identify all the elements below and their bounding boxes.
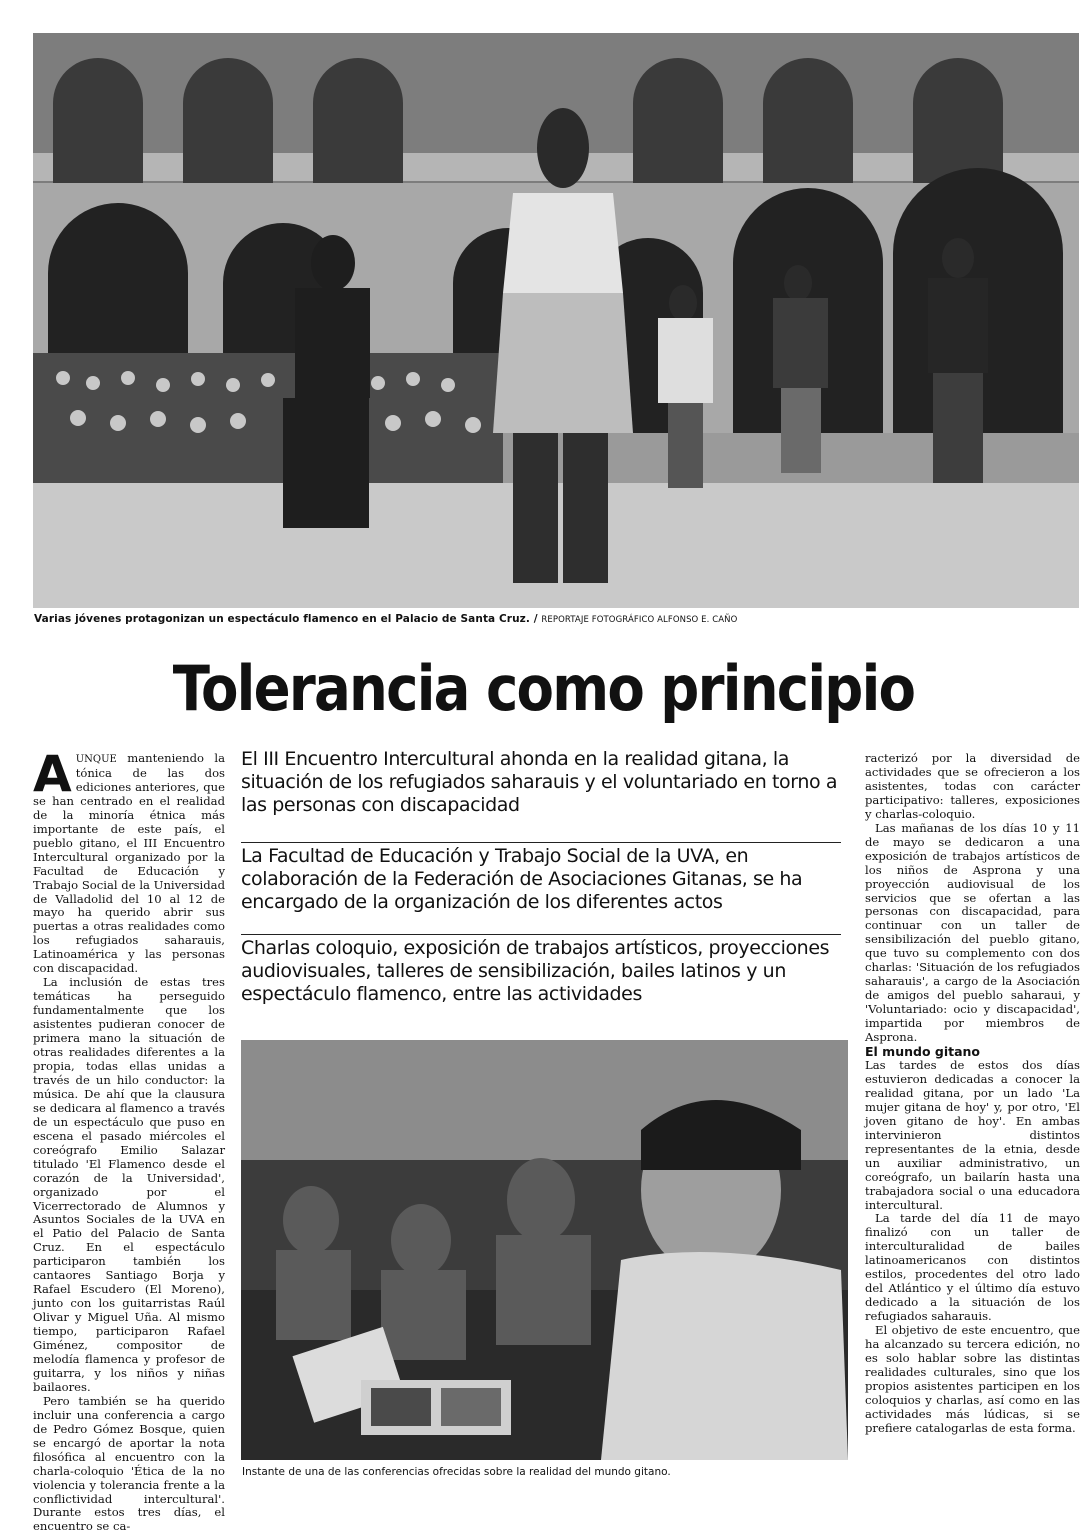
deck-3: Charlas coloquio, exposición de trabajos artísticos, proyecciones audiovisuales, talleres de sensibilización, bailes latinos y un espectáculo flamenco, entre las actividades	[241, 934, 841, 1006]
body-left-paragraph-2: La inclusión de estas tres temáticas ha perseguido fundamentalmente que los asistentes pudieran conocer de primera mano la situación de otras realidades diferentes a la propia, todas ellas unidas a través de un hilo conductor: la música. De ahí que la clausura se dedicara al flamenco a través de un espectáculo que puso en escena el pasado miércoles el coreógrafo Emilio Salazar titulado 'El Flamenco desde el corazón de la Universidad', organizado por el Vicerrectorado de Alumnos y Asuntos Sociales de la UVA en el Patio del Palacio de Santa Cruz. En el espectáculo participaron también los cantaores Santiago Borja y Rafael Escudero (El Moreno), junto con los guitarristas Raúl Olivar y Miguel Uña. Al mismo tiempo, participaron Rafael Giménez, compositor de melodía flamenca y profesor de guitarra, y los niños y niñas bailaores.	[33, 975, 225, 1394]
body-right-paragraph-3: Las tardes de estos dos días estuvieron dedicadas a conocer la realidad gitana, por un lado 'La mujer gitana de hoy' y, por otro, 'El joven gitano de hoy'. En ambas intervinieron distintos representantes de la etnia, desde un auxiliar administrativo, un coreógrafo, un bailarín hasta una trabajadora social o una educadora intercultural.	[865, 1057, 1080, 1212]
body-right-paragraph-1: racterizó por la diversidad de actividades que se ofrecieron a los asistentes, todas con carácter participativo: talleres, exposiciones y charlas-coloquio.	[865, 751, 1080, 821]
body-column-right	[865, 752, 1080, 1436]
body-left-paragraph-3: Pero también se ha querido incluir una conferencia a cargo de Pedro Gómez Bosque, quien se encargó de aportar la nota filosófica al encuentro con la charla-coloquio 'Ética de la no violencia y tolerancia frente a la conflictividad intercultural'. Durante estos tres días, el encuentro se ca-	[33, 1393, 225, 1534]
photo-top-credit: REPORTAJE FOTOGRÁFICO ALFONSO E. CAÑO	[541, 615, 738, 625]
dropcap: A	[33, 745, 72, 803]
body-left-paragraph-1: manteniendo la tónica de las dos ediciones anteriores, que se han centrado en el realidad de la minoría étnica más importante de este país, el pueblo gitano, el III Encuentro Intercultural organizado por la Facultad de Educación y Trabajo Social de la Universidad de Valladolid del 10 al 12 de mayo ha querido abrir sus puertas a otras realidades como los refugiados saharauis, Latinoamérica y las personas con discapacidad.	[33, 751, 226, 976]
photo-top-caption	[34, 613, 1074, 625]
section-subhead: El mundo gitano	[865, 1044, 981, 1060]
body-right-paragraph-4: La tarde del día 11 de mayo finalizó con un taller de interculturalidad de bailes latinoamericanos con distintos estilos, procedentes del otro lado del Atlántico y el último día estuvo dedicado a la situación de los refugiados saharauis.	[865, 1211, 1080, 1324]
photo-flamenco-courtyard	[33, 33, 1079, 608]
body-column-left	[33, 745, 226, 1534]
photo-bottom-caption: Instante de una de las conferencias ofrecidas sobre la realidad del mundo gitano.	[242, 1466, 671, 1478]
flamenco-photo-illustration	[33, 33, 1079, 608]
body-right-paragraph-2: Las mañanas de los días 10 y 11 de mayo se dedicaron a una exposición de trabajos artísticos de los niños de Asprona y una proyección audiovisual de los servicios que se ofertan a las personas con discapacidad, para continuar con un taller de sensibilización del pueblo gitano, que tuvo su complemento con dos charlas: 'Situación de los refugiados saharauis', a cargo de la Asociación de amigos del pueblo saharaui, y 'Voluntariado: ocio y discapacidad', impartida por miembros de Asprona.	[865, 820, 1080, 1045]
deck-1: El III Encuentro Intercultural ahonda en la realidad gitana, la situación de los refugiados saharauis y el voluntariado en torno a las personas con discapacidad	[241, 748, 838, 816]
body-right-paragraph-5: El objetivo de este encuentro, que ha alcanzado su tercera edición, no es solo hablar sobre las distintas realidades culturales, sino que los propios asistentes participen en los coloquios y charlas, así como en las actividades más lúdicas, si se prefiere catalogarlas de esta forma.	[865, 1323, 1080, 1435]
photo-conference	[241, 1040, 848, 1460]
lead-start-word: UNQUE	[75, 754, 117, 765]
photo-top-caption-text: Varias jóvenes protagonizan un espectáculo flamenco en el Palacio de Santa Cruz. /	[34, 613, 538, 625]
deck-2: La Facultad de Educación y Trabajo Social de la UVA, en colaboración de la Federación de Asociaciones Gitanas, se ha encargado de la organización de los diferentes actos	[241, 842, 841, 914]
headline: Tolerancia como principio	[172, 652, 915, 725]
conference-photo-illustration	[241, 1040, 848, 1460]
